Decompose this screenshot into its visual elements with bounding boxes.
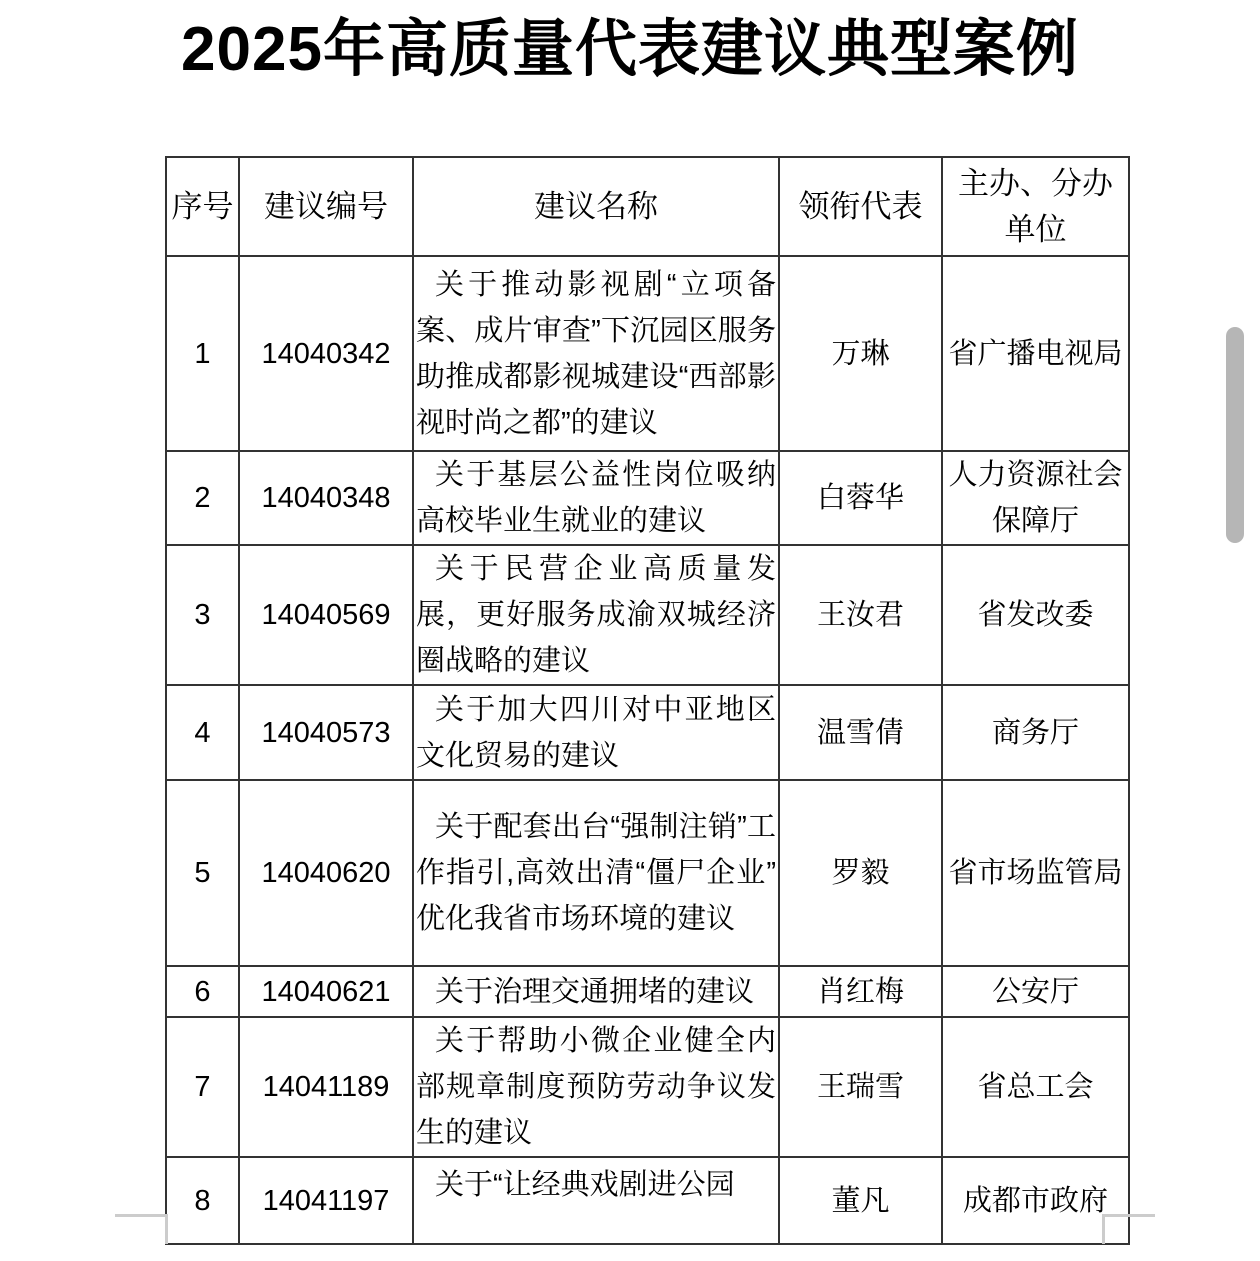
cell-rep: 王瑞雪 <box>779 1017 942 1157</box>
cell-no: 7 <box>166 1017 239 1157</box>
cell-rep: 万琳 <box>779 256 942 451</box>
page-title: 2025年高质量代表建议典型案例 <box>181 15 1079 84</box>
cell-code: 14040620 <box>239 780 413 966</box>
cell-name: 关于加大四川对中亚地区文化贸易的建议 <box>413 685 779 780</box>
cell-unit: 省总工会 <box>942 1017 1129 1157</box>
cell-code: 14041189 <box>239 1017 413 1157</box>
selection-corner-mark-left <box>115 1214 168 1244</box>
header-rep: 领衔代表 <box>779 157 942 256</box>
cell-code: 14040621 <box>239 966 413 1017</box>
cell-unit: 省广播电视局 <box>942 256 1129 451</box>
cell-name: 关于基层公益性岗位吸纳高校毕业生就业的建议 <box>413 451 779 545</box>
cell-rep: 罗毅 <box>779 780 942 966</box>
vertical-scrollbar-thumb[interactable] <box>1226 327 1244 543</box>
table-row <box>166 780 1129 966</box>
table-row <box>166 451 1129 545</box>
header-name: 建议名称 <box>413 157 779 256</box>
cell-no: 5 <box>166 780 239 966</box>
table-header-row <box>166 157 1129 256</box>
cell-name: 关于民营企业高质量发展，更好服务成渝双城经济圈战略的建议 <box>413 545 779 685</box>
table-row <box>166 256 1129 451</box>
cell-no: 2 <box>166 451 239 545</box>
cell-code: 14040569 <box>239 545 413 685</box>
cell-name: 关于“让经典戏剧进公园 <box>413 1157 779 1244</box>
cell-unit: 省市场监管局 <box>942 780 1129 966</box>
cell-name: 关于推动影视剧“立项备案、成片审查”下沉园区服务助推成都影视城建设“西部影视时尚之都”的建议 <box>413 256 779 451</box>
cell-no: 6 <box>166 966 239 1017</box>
cell-code: 14040573 <box>239 685 413 780</box>
cell-no: 4 <box>166 685 239 780</box>
cell-no: 8 <box>166 1157 239 1244</box>
cell-code: 14040342 <box>239 256 413 451</box>
cell-no: 1 <box>166 256 239 451</box>
cell-code: 14041197 <box>239 1157 413 1244</box>
cell-unit: 商务厅 <box>942 685 1129 780</box>
cell-no: 3 <box>166 545 239 685</box>
cell-rep: 肖红梅 <box>779 966 942 1017</box>
selection-corner-mark-right <box>1102 1214 1155 1244</box>
header-index: 序号 <box>166 157 239 256</box>
table-body <box>166 256 1129 1244</box>
cell-unit: 人力资源社会保障厅 <box>942 451 1129 545</box>
table-row <box>166 966 1129 1017</box>
cell-rep: 王汝君 <box>779 545 942 685</box>
cell-unit: 省发改委 <box>942 545 1129 685</box>
header-code: 建议编号 <box>239 157 413 256</box>
cell-name: 关于配套出台“强制注销”工作指引,高效出清“僵尸企业”优化我省市场环境的建议 <box>413 780 779 966</box>
cell-rep: 白蓉华 <box>779 451 942 545</box>
cell-unit: 成都市政府 <box>942 1157 1129 1244</box>
table-row <box>166 545 1129 685</box>
cell-code: 14040348 <box>239 451 413 545</box>
cases-table <box>165 156 1130 1245</box>
cell-unit: 公安厅 <box>942 966 1129 1017</box>
cell-name: 关于治理交通拥堵的建议 <box>413 966 779 1017</box>
header-unit: 主办、分办单位 <box>942 157 1129 256</box>
cell-name: 关于帮助小微企业健全内部规章制度预防劳动争议发生的建议 <box>413 1017 779 1157</box>
cell-rep: 董凡 <box>779 1157 942 1244</box>
table-row <box>166 1017 1129 1157</box>
table-row <box>166 685 1129 780</box>
cell-rep: 温雪倩 <box>779 685 942 780</box>
table-row <box>166 1157 1129 1244</box>
